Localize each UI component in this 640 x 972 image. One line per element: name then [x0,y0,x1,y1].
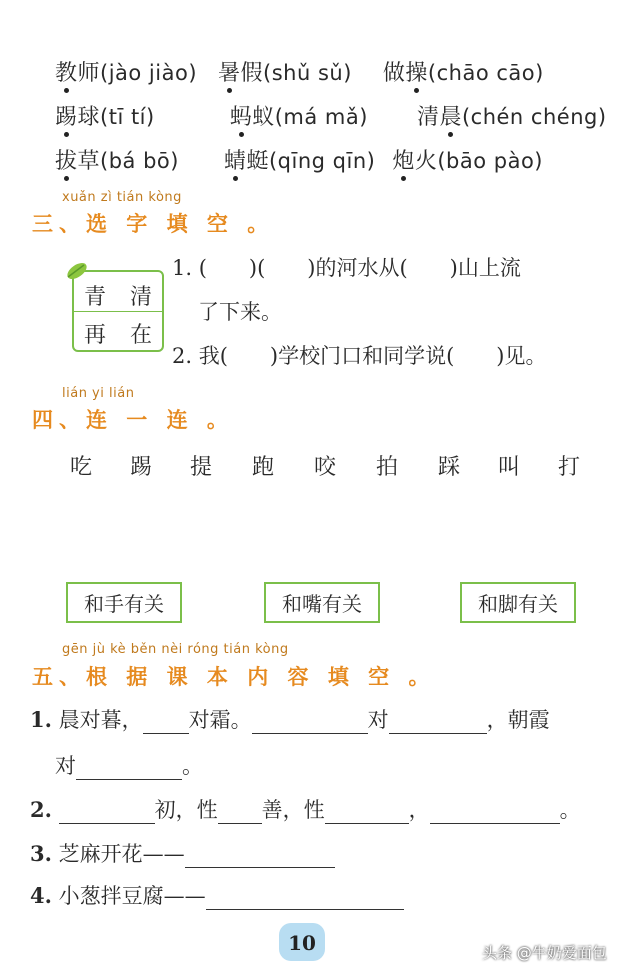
answer-blank[interactable] [59,803,155,824]
pinyin-option: (tī tí) [100,105,155,129]
page-number: 10 [279,923,325,961]
section3-title: 三、选 字 填 空 。 [32,212,275,236]
question-3-1-line2: 了下来。 [198,300,282,324]
answer-blank[interactable] [389,713,487,734]
leaf-icon [64,261,90,281]
verb-item: 吃 [70,455,93,480]
pinyin-option: (chāo cāo) [427,61,544,85]
pinyin-option: (bá bō) [100,149,179,173]
section4-pinyin: lián yi lián [62,386,135,401]
word-item: 教师 [55,56,100,87]
answer-blank[interactable] [206,889,404,910]
option-mouth: 和嘴有关 [264,582,380,623]
verb-item: 打 [558,455,581,480]
question-5-1-line2: 对 。 [55,754,203,778]
word-item: 暑假 [218,56,263,87]
word-item: 踢球 [55,100,100,131]
verb-item: 咬 [314,455,337,480]
answer-blank[interactable] [76,759,182,780]
answer-blank[interactable] [143,713,189,734]
section3-pinyin: xuǎn zì tián kòng [62,190,182,205]
watermark: 头条 @牛奶爱面包 [482,944,607,962]
char-option: 清 [130,285,153,310]
char-option: 青 [84,285,107,310]
pinyin-row-1 [55,56,544,87]
section5-title: 五、根 据 课 本 内 容 填 空 。 [32,665,436,689]
word-item: 拔草 [55,144,100,175]
word-item: 清晨 [417,100,462,131]
pinyin-option: (chén chéng) [461,105,607,129]
question-5-3: 3. 芝麻开花—— [30,838,335,868]
answer-blank[interactable] [325,803,409,824]
pinyin-row-2 [55,100,607,131]
word-item: 蜻蜓 [224,144,269,175]
question-3-1-line1: 1. ( )( )的河水从( )山上流 [172,256,521,280]
answer-blank[interactable] [185,847,335,868]
pinyin-row-3 [55,144,543,175]
verb-item: 提 [190,455,213,480]
pinyin-option: (jào jiào) [100,61,198,85]
question-3-2: 2. 我( )学校门口和同学说( )见。 [172,344,547,368]
verb-item: 叫 [498,455,521,480]
verb-item: 跑 [252,455,275,480]
verb-item: 踢 [130,455,153,480]
answer-blank[interactable] [430,803,560,824]
section4-title: 四、连 一 连 。 [32,408,234,432]
char-option: 再 [84,323,107,348]
pinyin-option: (shǔ sǔ) [263,61,352,85]
pinyin-option: (qīng qīn) [268,149,376,173]
option-foot: 和脚有关 [460,582,576,623]
character-choice-box [72,270,164,352]
char-option: 在 [130,323,153,348]
word-item: 做操 [383,56,428,87]
pinyin-option: (bāo pào) [437,149,543,173]
answer-blank[interactable] [252,713,368,734]
question-5-1-line1: 1. 晨对暮， 对霜。 对 ，朝霞 [30,707,550,732]
word-item: 炮火 [392,144,437,175]
verb-item: 拍 [376,455,399,480]
section5-pinyin: gēn jù kè běn nèi róng tián kòng [62,642,289,657]
answer-blank[interactable] [218,803,262,824]
option-hand: 和手有关 [66,582,182,623]
word-item: 蚂蚁 [230,100,275,131]
verb-item: 踩 [438,455,461,480]
pinyin-option: (má mǎ) [274,105,368,129]
question-5-4: 4. 小葱拌豆腐—— [30,880,404,910]
question-5-2: 2. 初，性 善，性 ， 。 [30,797,581,822]
